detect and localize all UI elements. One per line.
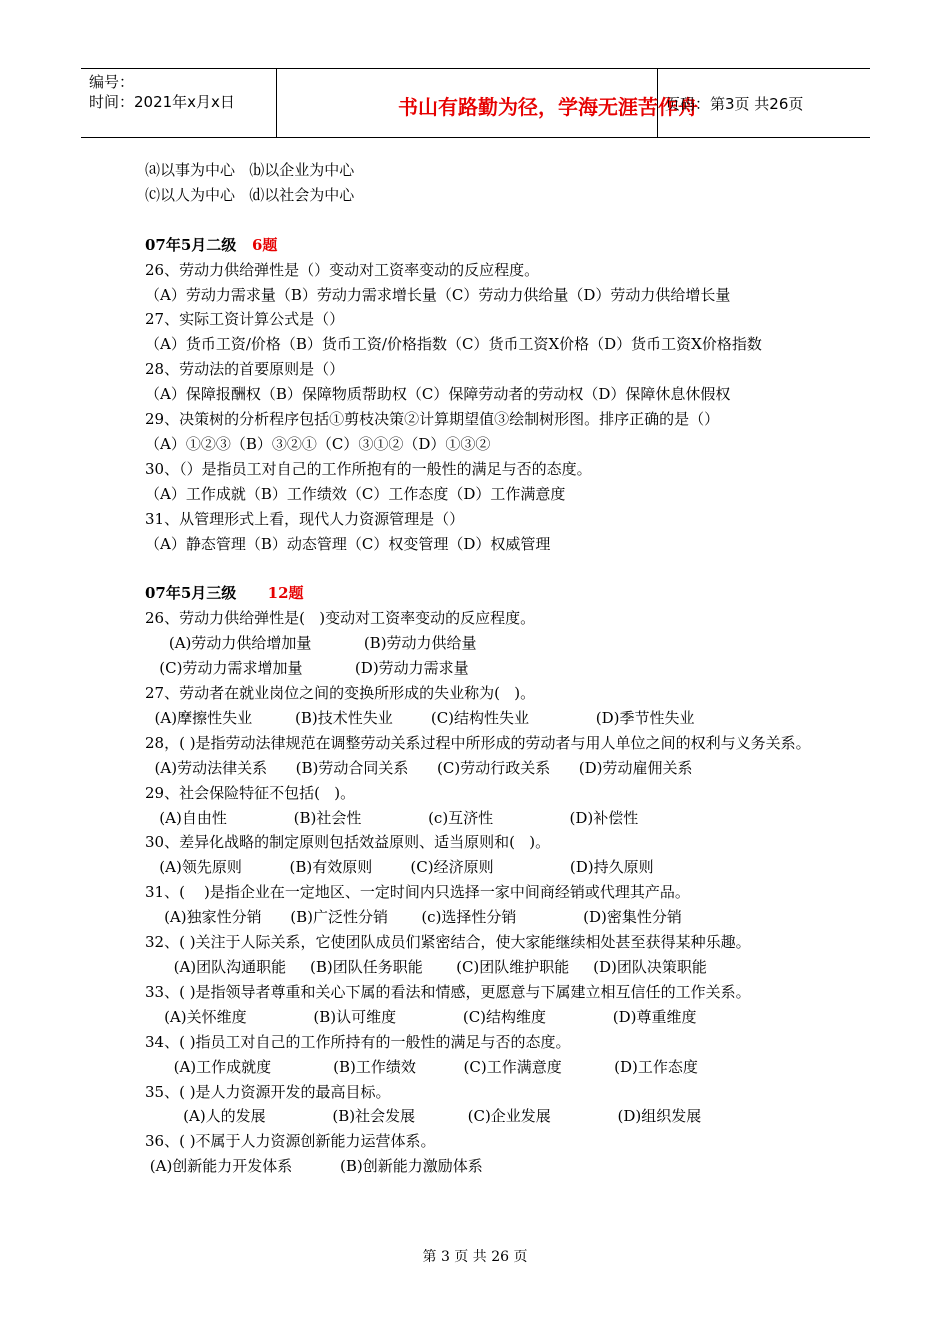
option-line: (A)人的发展 (B)社会发展 (C)企业发展 (D)组织发展	[145, 1107, 702, 1126]
question-line: 27、劳动者在就业岗位之间的变换所形成的失业称为( )。	[145, 684, 536, 702]
option-line: (A)领先原则 (B)有效原则 (C)经济原则 (D)持久原则	[145, 858, 654, 877]
option-line: ⒞以人为中心 ⒟以社会为中心	[145, 185, 355, 204]
question-line: 36、( )不属于人力资源创新能力运营体系。	[145, 1132, 436, 1151]
question-line: 28、劳动法的首要原则是（）	[145, 360, 345, 379]
option-line: (A)劳动力供给增加量 (B)劳动力供给量	[145, 634, 477, 653]
question-line: 33、( )是指领导者尊重和关心下属的看法和情感，更愿意与下属建立相互信任的工作关系。	[145, 982, 751, 1001]
question-line: 29、决策树的分析程序包括①剪枝决策②计算期望值③绘制树形图。排序正确的是（）	[145, 410, 720, 429]
section-heading	[145, 233, 825, 258]
question-line: 29、社会保险特征不包括( )。	[145, 783, 356, 802]
question-line: 35、( )是人力资源开发的最高目标。	[145, 1082, 391, 1101]
option-line: (A)关怀维度 (B)认可维度 (C)结构维度 (D)尊重维度	[145, 1007, 697, 1026]
section-count: 12题	[267, 584, 304, 603]
header-motto: 书山有路勤为径，学海无涯苦作舟	[398, 95, 698, 119]
question-line: 34、( )指员工对自己的工作所持有的一般性的满足与否的态度。	[145, 1032, 571, 1051]
option-line: （A）劳动力需求量（B）劳动力需求增长量（C）劳动力供给量（D）劳动力供给增长量	[145, 285, 731, 304]
option-line: (C)劳动力需求增加量 (D)劳动力需求量	[145, 659, 469, 678]
header-time: 时间：2021年x月x日	[89, 93, 235, 111]
header-divider	[276, 69, 277, 137]
option-line: ⒜以事为中心 ⒝以企业为中心	[145, 161, 355, 179]
option-line: （A）保障报酬权（B）保障物质帮助权（C）保障劳动者的劳动权（D）保障休息休假权	[145, 385, 731, 404]
section-title: 07年5月二级	[145, 235, 237, 254]
option-line: (A)团队沟通职能 (B)团队任务职能 (C)团队维护职能 (D)团队决策职能	[145, 957, 707, 976]
document-body	[145, 158, 825, 1179]
option-line: (A)创新能力开发体系 (B)创新能力激励体系	[145, 1157, 483, 1176]
question-line: 30、（）是指员工对自己的工作所抱有的一般性的满足与否的态度。	[145, 459, 592, 478]
option-line: (A)摩擦性失业 (B)技术性失业 (C)结构性失业 (D)季节性失业	[145, 708, 695, 727]
question-line: 26、劳动力供给弹性是( )变动对工资率变动的反应程度。	[145, 609, 536, 628]
section-heading	[145, 581, 825, 606]
question-line: 32、( )关注于人际关系，它使团队成员们紧密结合，使大家能继续相处甚至获得某种乐趣。	[145, 933, 751, 952]
option-line: （A）货币工资/价格（B）货币工资/价格指数（C）货币工资X价格（D）货币工资X价格指数	[145, 335, 762, 354]
question-line: 30、差异化战略的制定原则包括效益原则、适当原则和( )。	[145, 833, 551, 852]
option-line: (A)劳动法律关系 (B)劳动合同关系 (C)劳动行政关系 (D)劳动雇佣关系	[145, 758, 693, 777]
page-footer: 第 3 页 共 26 页	[422, 1249, 528, 1265]
question-line: 27、实际工资计算公式是（）	[145, 310, 345, 329]
page-header	[81, 68, 870, 138]
header-meta	[89, 72, 235, 112]
header-number: 编号：	[89, 73, 135, 91]
option-line: （A）工作成就（B）工作绩效（C）工作态度（D）工作满意度	[145, 484, 566, 503]
question-line: 31、从管理形式上看，现代人力资源管理是（）	[145, 509, 465, 528]
option-line: （A）①②③（B）③②①（C）③①②（D）①③②	[145, 434, 491, 453]
option-line: (A)独家性分销 (B)广泛性分销 (c)选择性分销 (D)密集性分销	[145, 908, 682, 927]
section-title: 07年5月三级	[145, 584, 237, 603]
header-page-number: 页码：第3页 共26页	[665, 95, 804, 113]
question-line: 31、( )是指企业在一定地区、一定时间内只选择一家中间商经销或代理其产品。	[145, 883, 690, 902]
option-line: （A）静态管理（B）动态管理（C）权变管理（D）权威管理	[145, 534, 551, 553]
question-line: 28，( )是指劳动法律规范在调整劳动关系过程中所形成的劳动者与用人单位之间的权利与义务关系。	[145, 733, 811, 752]
option-line: (A)自由性 (B)社会性 (c)互济性 (D)补偿性	[145, 808, 639, 827]
option-line: (A)工作成就度 (B)工作绩效 (C)工作满意度 (D)工作态度	[145, 1057, 698, 1076]
question-line: 26、劳动力供给弹性是（）变动对工资率变动的反应程度。	[145, 260, 540, 279]
section-count: 6题	[251, 235, 278, 254]
